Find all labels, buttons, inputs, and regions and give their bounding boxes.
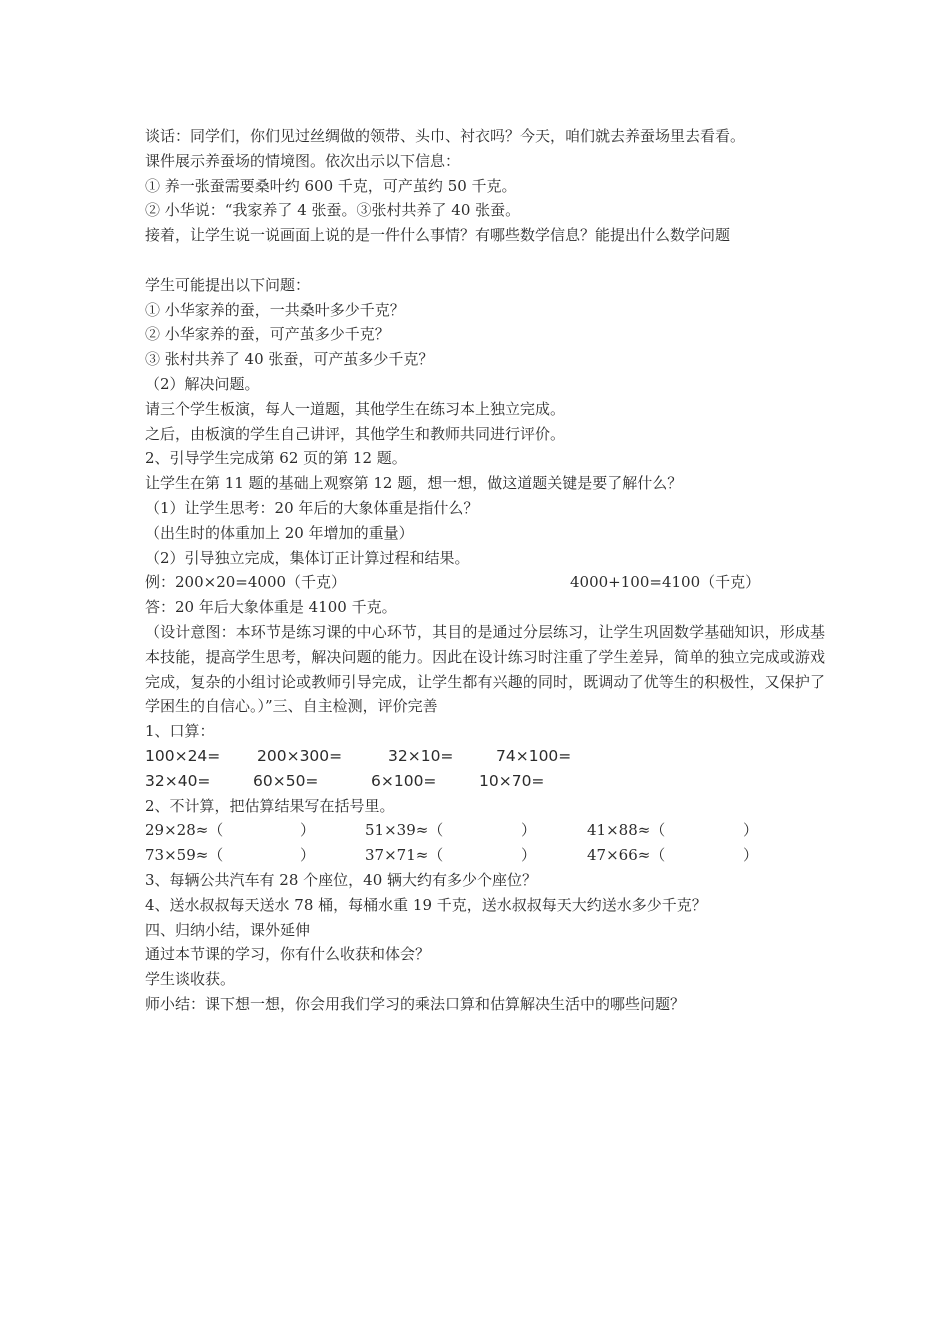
example-answer: 答：20 年后大象体重是 4100 千克。 (145, 598, 397, 617)
example-right: 4000+100=4100（千克） (570, 573, 761, 592)
questions-intro: 学生可能提出以下问题： (145, 275, 311, 294)
estimate-bracket: ） (743, 846, 759, 865)
oral-item: 10×70= (479, 771, 545, 790)
estimate-bracket: ） (300, 846, 316, 865)
problem-4: 4、送水叔叔每天送水 78 桶，每桶水重 19 千克，送水叔叔每天大约送水多少千克？ (145, 895, 707, 914)
solve-step-1: 请三个学生板演，每人一道题，其他学生在练习本上独立完成。 (145, 399, 566, 418)
estimate-bracket: ） (300, 821, 316, 840)
estimate-heading: 2、不计算，把估算结果写在括号里。 (145, 796, 395, 815)
intro-line-5: 接着，让学生说一说画面上说的是一件什么事情？有哪些数学信息？能提出什么数学问题 (145, 226, 731, 245)
lesson-text (145, 124, 825, 1017)
design-intent-paragraph: （设计意图：本环节是练习课的中心环节，其目的是通过分层练习，让学生巩固数学基础知识，形成基本技能，提高学生思考，解决问题的能力。因此在设计练习时注重了学生差异，简单的独立完成或游戏完成，复杂的小组讨论或教师引导完成，让学生都有兴趣的同时，既调动了优等生的积极性，又保护了学困生的自信心。）”三、自主检测，评价完善 (145, 622, 825, 716)
oral-item: 32×10= (388, 746, 454, 765)
question-1: ① 小华家养的蚕，一共桑叶多少千克？ (145, 300, 405, 319)
question-3: ③ 张村共养了 40 张蚕，可产茧多少千克？ (145, 350, 434, 369)
estimate-item: 51×39≈（ (365, 821, 444, 840)
intro-line-3: ① 养一张蚕需要桑叶约 600 千克，可产茧约 50 千克。 (145, 176, 517, 195)
estimate-bracket: ） (521, 821, 537, 840)
oral-row-2 (145, 769, 825, 794)
solve-heading: （2）解决问题。 (145, 374, 260, 393)
guide-line-4: （出生时的体重加上 20 年增加的重量） (145, 523, 414, 542)
estimate-item: 41×88≈（ (587, 821, 666, 840)
solve-step-2: 之后，由板演的学生自己讲评，其他学生和教师共同进行评价。 (145, 424, 566, 443)
oral-item: 60×50= (253, 771, 319, 790)
guide-line-5: （2）引导独立完成，集体订正计算过程和结果。 (145, 548, 470, 567)
oral-item: 74×100= (496, 746, 572, 765)
oral-item: 6×100= (371, 771, 437, 790)
oral-heading: 1、口算： (145, 722, 215, 741)
estimate-item: 29×28≈（ (145, 821, 224, 840)
estimate-row-2 (145, 843, 825, 868)
example-left: 例：200×20=4000（千克） (145, 573, 347, 592)
estimate-row-1 (145, 818, 825, 843)
question-2: ② 小华家养的蚕，可产茧多少千克？ (145, 325, 390, 344)
oral-item: 100×24= (145, 746, 221, 765)
summary-line-3: 师小结：课下想一想，你会用我们学习的乘法口算和估算解决生活中的哪些问题？ (145, 994, 686, 1013)
example-row (145, 570, 825, 595)
guide-heading: 2、引导学生完成第 62 页的第 12 题。 (145, 449, 407, 468)
oral-item: 32×40= (145, 771, 211, 790)
blank-line (145, 248, 825, 273)
estimate-item: 73×59≈（ (145, 846, 224, 865)
intro-line-4: ② 小华说：“我家养了 4 张蚕。③张村共养了 40 张蚕。 (145, 201, 521, 220)
estimate-bracket: ） (743, 821, 759, 840)
guide-line-2: 让学生在第 11 题的基础上观察第 12 题，想一想，做这道题关键是要了解什么？ (145, 474, 683, 493)
estimate-item: 37×71≈（ (365, 846, 444, 865)
oral-item: 200×300= (257, 746, 343, 765)
intro-line-2: 课件展示养蚕场的情境图。依次出示以下信息： (145, 151, 461, 170)
summary-heading: 四、归纳小结，课外延伸 (145, 920, 311, 939)
oral-row-1 (145, 744, 825, 769)
intro-line-1: 谈话：同学们，你们见过丝绸做的领带、头巾、衬衣吗？今天，咱们就去养蚕场里去看看。 (145, 127, 746, 145)
estimate-item: 47×66≈（ (587, 846, 666, 865)
summary-line-1: 通过本节课的学习，你有什么收获和体会？ (145, 945, 431, 964)
summary-line-2: 学生谈收获。 (145, 970, 236, 989)
guide-line-3: （1）让学生思考：20 年后的大象体重是指什么？ (145, 498, 479, 517)
estimate-bracket: ） (521, 846, 537, 865)
problem-3: 3、每辆公共汽车有 28 个座位，40 辆大约有多少个座位？ (145, 870, 538, 889)
